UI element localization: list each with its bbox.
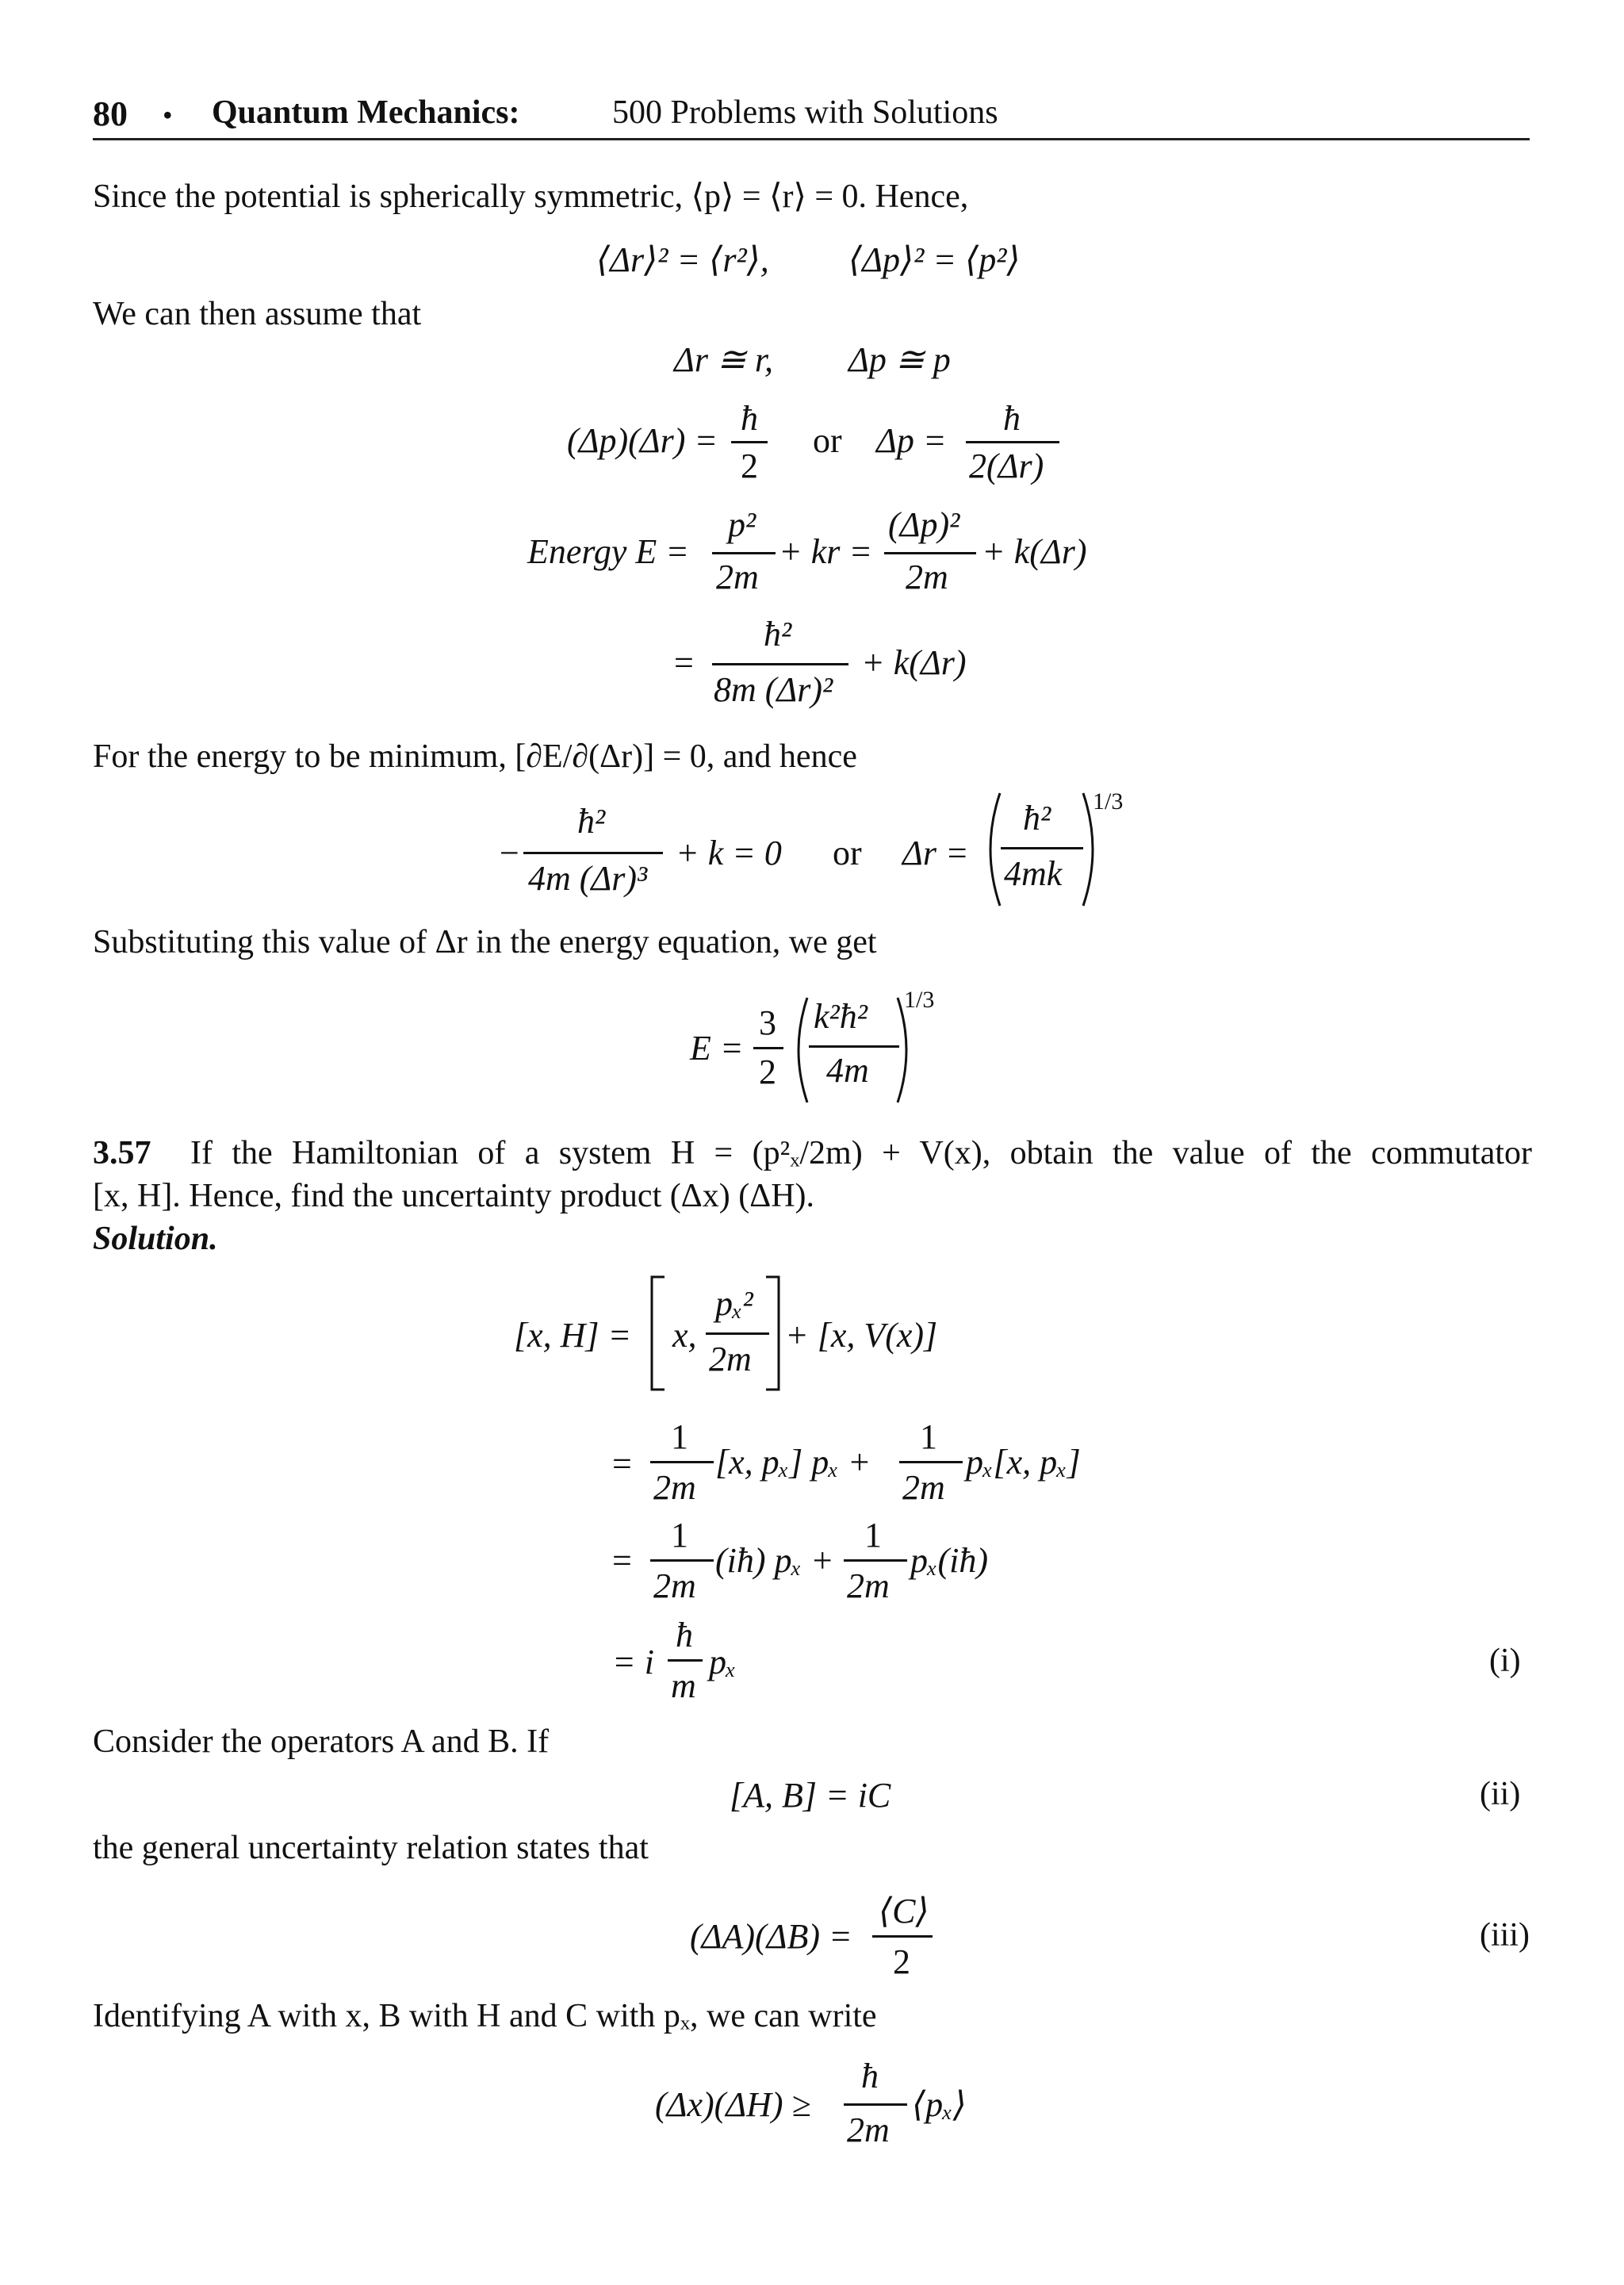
eq8-num: pₓ² bbox=[715, 1284, 753, 1323]
paragraph-symmetry: Since the potential is spherically symmetric, ⟨p⟩ = ⟨r⟩ = 0. Hence, bbox=[93, 178, 969, 215]
eq13-den: 2 bbox=[893, 1942, 910, 1981]
eq13-tag: (iii) bbox=[1480, 1917, 1530, 1953]
eq5-num: ħ² bbox=[764, 615, 792, 654]
eq6-fraction-bar bbox=[523, 852, 663, 854]
eq3-lhs: (Δp)(Δr) = bbox=[567, 421, 718, 460]
eq9-num1: 1 bbox=[671, 1417, 688, 1456]
eq5-equals: = bbox=[674, 643, 694, 682]
eq14-lhs: (Δx)(ΔH) ≥ bbox=[655, 2085, 811, 2124]
eq13-num: ⟨C⟩ bbox=[879, 1892, 929, 1930]
eq14-fraction-bar bbox=[844, 2103, 907, 2106]
eq7-num2: k²ħ² bbox=[814, 997, 868, 1036]
eq4-lhs: Energy E = bbox=[527, 532, 689, 571]
solution-label: Solution. bbox=[93, 1221, 218, 1257]
eq6-exponent: 1/3 bbox=[1093, 788, 1124, 815]
eq8-den: 2m bbox=[709, 1340, 752, 1378]
paragraph-general-uncertainty: the general uncertainty relation states that bbox=[93, 1830, 649, 1866]
eq3-num1: ħ bbox=[741, 399, 758, 438]
eq6-or: or bbox=[833, 834, 862, 872]
page-number: 80 bbox=[93, 94, 128, 133]
eq4-fraction-bar-2 bbox=[884, 552, 976, 554]
eq9-fraction-bar-2 bbox=[899, 1461, 963, 1463]
eq7-den1: 2 bbox=[759, 1052, 776, 1091]
eq4-mid: + kr = bbox=[779, 532, 873, 571]
eq7-lhs: E = bbox=[690, 1029, 744, 1068]
eq3-fraction-bar-2 bbox=[966, 441, 1059, 443]
eq4-num1: p² bbox=[728, 505, 756, 544]
paragraph-assume: We can then assume that bbox=[93, 296, 422, 332]
book-title: Quantum Mechanics: bbox=[212, 94, 520, 131]
eq11-num: ħ bbox=[676, 1616, 693, 1654]
eq5-fraction-bar bbox=[712, 663, 848, 665]
problem-statement-line1: If the Hamiltonian of a system H = (p²ₓ/2m) + V(x), obtain the value of the commutator bbox=[190, 1135, 1532, 1171]
eq13-lhs: (ΔA)(ΔB) = bbox=[690, 1917, 852, 1956]
eq7-den2: 4m bbox=[826, 1051, 869, 1090]
eq-dp-squared: ⟨Δp⟩² = ⟨p²⟩ bbox=[848, 240, 1021, 279]
eq4-end: + k(Δr) bbox=[982, 532, 1087, 571]
eq10-end: pₓ(iħ) bbox=[910, 1541, 989, 1580]
eq6-mid: + k = 0 bbox=[676, 834, 782, 872]
eq7-fraction-bar-2 bbox=[809, 1045, 899, 1048]
eq6-den2: 4mk bbox=[1004, 854, 1063, 893]
eq8-right-bracket bbox=[763, 1274, 782, 1393]
eq-dp-approx: Δp ≅ p bbox=[848, 340, 951, 379]
eq10-den1: 2m bbox=[653, 1566, 696, 1605]
eq-dr-approx: Δr ≅ r, bbox=[674, 340, 774, 379]
eq11-fraction-bar bbox=[668, 1659, 703, 1662]
header-bullet: • bbox=[163, 99, 173, 131]
eq4-den2: 2m bbox=[906, 558, 948, 596]
problem-statement-line2: [x, H]. Hence, find the uncertainty product (Δx) (ΔH). bbox=[93, 1178, 815, 1214]
eq8-end: + [x, V(x)] bbox=[785, 1316, 938, 1355]
eq6-dr: Δr = bbox=[902, 834, 969, 872]
eq14-den: 2m bbox=[847, 2111, 890, 2149]
eq14-num: ħ bbox=[861, 2057, 879, 2095]
eq14-end: ⟨pₓ⟩ bbox=[912, 2085, 967, 2124]
eq11-end: pₓ bbox=[709, 1643, 737, 1681]
eq9-den1: 2m bbox=[653, 1468, 696, 1507]
running-header bbox=[93, 89, 1530, 140]
eq11-den: m bbox=[671, 1666, 696, 1705]
eq3-dp: Δp = bbox=[876, 421, 947, 460]
eq-dr-squared: ⟨Δr⟩² = ⟨r²⟩, bbox=[596, 240, 769, 279]
eq3-num2: ħ bbox=[1003, 399, 1021, 438]
eq6-left-paren bbox=[979, 790, 1003, 909]
eq8-lhs: [x, H] = bbox=[514, 1316, 632, 1355]
eq7-left-paren bbox=[788, 995, 810, 1106]
eq10-fraction-bar-1 bbox=[650, 1559, 714, 1562]
eq5-end: + k(Δr) bbox=[861, 643, 967, 682]
eq6-minus: − bbox=[500, 834, 519, 872]
eq12-commutator: [A, B] = iC bbox=[730, 1776, 891, 1815]
eq6-den: 4m (Δr)³ bbox=[528, 859, 648, 898]
eq11-tag: (i) bbox=[1489, 1643, 1521, 1679]
eq9-end: pₓ[x, pₓ] bbox=[966, 1443, 1081, 1482]
problem-number: 3.57 bbox=[93, 1135, 151, 1171]
eq4-num2: (Δp)² bbox=[888, 505, 960, 544]
eq7-fraction-bar-1 bbox=[753, 1047, 783, 1049]
eq5-den: 8m (Δr)² bbox=[714, 670, 833, 709]
eq3-fraction-bar-1 bbox=[731, 441, 768, 443]
eq13-fraction-bar bbox=[872, 1935, 933, 1938]
eq4-fraction-bar-1 bbox=[712, 552, 776, 554]
eq9-num2: 1 bbox=[920, 1417, 937, 1456]
book-subtitle: 500 Problems with Solutions bbox=[612, 94, 998, 131]
eq9-den2: 2m bbox=[902, 1468, 945, 1507]
eq8-fraction-bar bbox=[706, 1332, 769, 1335]
eq10-mid: (iħ) pₓ + bbox=[715, 1541, 834, 1580]
eq9-mid: [x, pₓ] pₓ + bbox=[715, 1443, 871, 1482]
eq3-den2: 2(Δr) bbox=[969, 447, 1044, 485]
eq10-fraction-bar-2 bbox=[844, 1559, 907, 1562]
eq6-fraction-bar-2 bbox=[1001, 847, 1083, 849]
paragraph-substituting: Substituting this value of Δr in the energy equation, we get bbox=[93, 924, 877, 960]
eq9-equals: = bbox=[612, 1444, 632, 1483]
eq12-tag: (ii) bbox=[1480, 1776, 1521, 1812]
eq10-num1: 1 bbox=[671, 1516, 688, 1555]
eq3-or: or bbox=[813, 421, 842, 460]
eq4-den1: 2m bbox=[716, 558, 759, 596]
paragraph-operators: Consider the operators A and B. If bbox=[93, 1723, 550, 1760]
eq6-num: ħ² bbox=[577, 802, 606, 841]
paragraph-identifying: Identifying A with x, B with H and C with pₓ, we can write bbox=[93, 1998, 877, 2034]
eq7-num1: 3 bbox=[759, 1003, 776, 1042]
eq10-equals: = bbox=[612, 1541, 632, 1580]
eq8-left-bracket bbox=[649, 1274, 668, 1393]
eq8-x: x, bbox=[672, 1316, 697, 1355]
eq9-fraction-bar-1 bbox=[650, 1461, 714, 1463]
eq10-num2: 1 bbox=[864, 1516, 882, 1555]
eq6-num2: ħ² bbox=[1023, 799, 1051, 838]
eq10-den2: 2m bbox=[847, 1566, 890, 1605]
eq7-exponent: 1/3 bbox=[904, 987, 935, 1013]
eq3-den1: 2 bbox=[741, 447, 758, 485]
eq11-equals-i: = i bbox=[612, 1643, 654, 1681]
paragraph-minimum: For the energy to be minimum, [∂E/∂(Δr)] = 0, and hence bbox=[93, 738, 857, 775]
